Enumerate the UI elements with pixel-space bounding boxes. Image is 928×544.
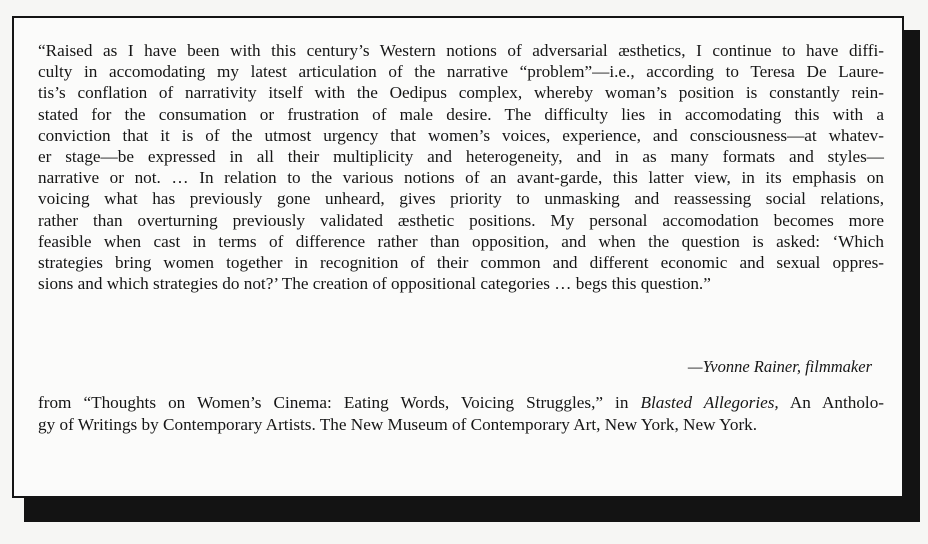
source-line1-tail: An Antholo- [778,393,885,412]
quote-line: culty in accomodating my latest articulation of the narrative “problem”—i.e., according to Teresa De Laure- [38,62,884,82]
quote-line: voicing what has previously gone unheard, gives priority to unmasking and reassessing social relations, [38,189,884,209]
source-line: gy of Writings by Contemporary Artists. The New Museum of Contemporary Art, New York, New York. [38,414,758,434]
quote-line: sions and which strategies do not?’ The creation of oppositional categories … begs this question.” [38,274,711,294]
source-prefix: from “Thoughts on Women’s Cinema: Eating Words, Voicing Struggles,” in [38,393,641,412]
quote-card [12,16,904,498]
book-title: Blasted Allegories, [640,393,779,412]
quote-line: rather than overturning previously validated æsthetic positions. My personal accomodation becomes more [38,210,884,230]
quote-line: feasible when cast in terms of difference rather than opposition, and when the question is asked: ‘Which [38,231,884,251]
quote-line: er stage—be expressed in all their multiplicity and heterogeneity, and in as many formats and styles— [38,147,884,167]
quote-text [38,40,884,294]
quote-line: tis’s conflation of narrativity itself with the Oedipus complex, whereby woman’s position is constantly rein- [38,83,884,103]
attribution: —Yvonne Rainer, filmmaker [687,357,872,376]
quote-line: conviction that it is of the utmost urgency that women’s voices, experience, and consciousness—at whatev- [38,125,884,145]
quote-line: strategies bring women together in recognition of their common and different economic and sexual oppres- [38,253,884,273]
quote-line: narrative or not. … In relation to the various notions of an avant-garde, this latter view, in its emphasis on [38,168,884,188]
source-citation [38,392,884,435]
quote-line: stated for the consumation or frustration of male desire. The difficulty lies in accomodating this with a [38,104,884,124]
quote-line: “Raised as I have been with this century’s Western notions of adversarial æsthetics, I continue to have diffi- [38,41,884,60]
source-line [38,392,884,414]
